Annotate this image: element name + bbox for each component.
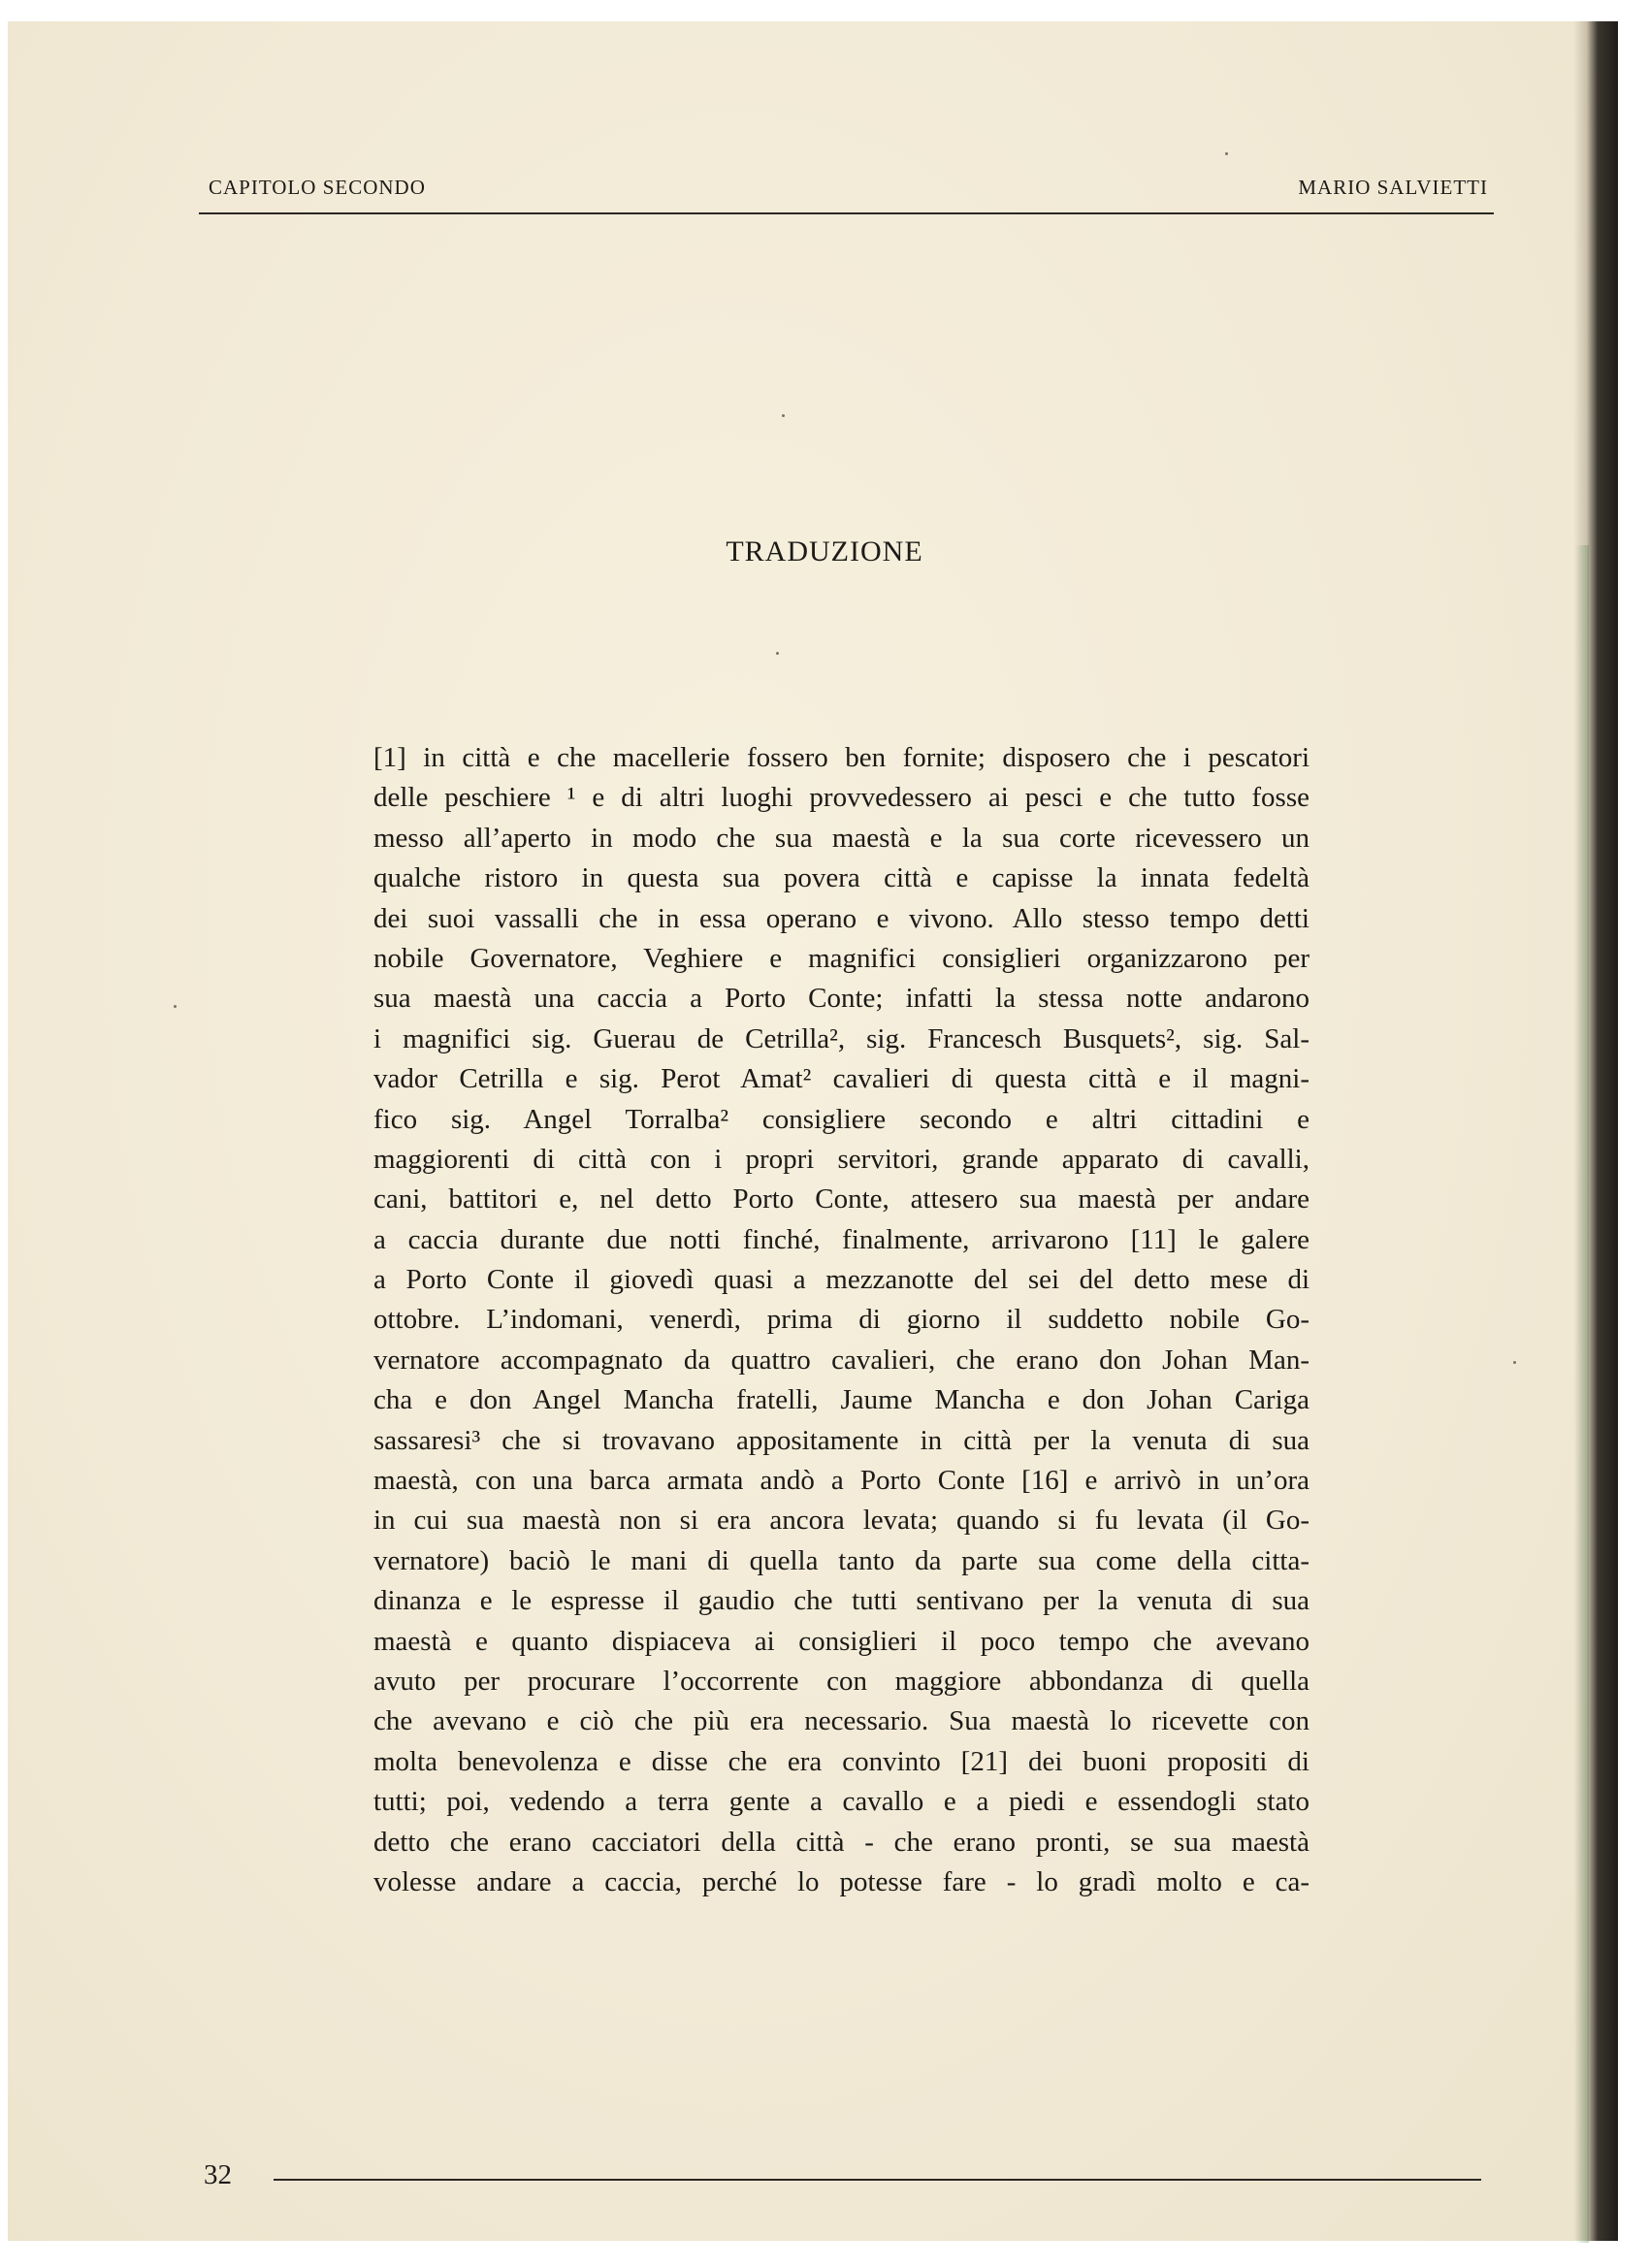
paper-speck: [1513, 1361, 1516, 1364]
text-line: molta benevolenza e disse che era convinto [21] dei buoni propositi di: [373, 1745, 1310, 1777]
binding-shadow: [1573, 21, 1618, 2241]
text-line: maestà e quanto dispiaceva ai consiglieri il poco tempo che avevano: [373, 1625, 1310, 1657]
text-line: cha e don Angel Mancha fratelli, Jaume Mancha e don Johan Cariga: [373, 1384, 1310, 1416]
text-line: tutti; poi, vedendo a terra gente a cavallo e a piedi e essendogli stato: [373, 1786, 1310, 1818]
paper-speck: [1225, 152, 1228, 155]
text-line: [1] in città e che macellerie fossero ben fornite; disposero che i pescatori: [373, 742, 1310, 773]
text-line: avuto per procurare l’occorrente con maggiore abbondanza di quella: [373, 1665, 1310, 1697]
running-head: [199, 170, 1494, 214]
text-line: dinanza e le espresse il gaudio che tutti sentivano per la venuta di sua: [373, 1585, 1310, 1617]
text-line: a caccia durante due notti finché, finalmente, arrivarono [11] le galere: [373, 1223, 1310, 1255]
body-text: [373, 738, 1310, 1902]
footer-rule: [274, 2179, 1481, 2181]
text-line: dei suoi vassalli che in essa operano e vivono. Allo stesso tempo detti: [373, 902, 1310, 934]
text-line: delle peschiere ¹ e di altri luoghi provvedessero ai pesci e che tutto fosse: [373, 782, 1310, 814]
text-line: a Porto Conte il giovedì quasi a mezzanotte del sei del detto mese di: [373, 1264, 1310, 1296]
chapter-heading: CAPITOLO SECONDO: [209, 176, 426, 199]
author-name: MARIO SALVIETTI: [1298, 176, 1488, 199]
text-line: nobile Governatore, Veghiere e magnifici consiglieri organizzarono per: [373, 942, 1310, 974]
text-line: fico sig. Angel Torralba² consigliere secondo e altri cittadini e: [373, 1103, 1310, 1135]
text-line: qualche ristoro in questa sua povera città e capisse la innata fedeltà: [373, 862, 1310, 894]
text-line: cani, battitori e, nel detto Porto Conte, attesero sua maestà per andare: [373, 1183, 1310, 1215]
text-line: maestà, con una barca armata andò a Porto Conte [16] e arrivò in un’ora: [373, 1465, 1310, 1497]
text-line: sua maestà una caccia a Porto Conte; infatti la stessa notte andarono: [373, 983, 1310, 1015]
text-line: in cui sua maestà non si era ancora levata; quando si fu levata (il Go-: [373, 1505, 1310, 1537]
paper-speck: [776, 652, 779, 655]
page-footer: [204, 2159, 1484, 2198]
section-title: TRADUZIONE: [726, 535, 923, 567]
text-line: messo all’aperto in modo che sua maestà e la sua corte ricevessero un: [373, 822, 1310, 854]
text-line: vernatore accompagnato da quattro cavalieri, che erano don Johan Man-: [373, 1344, 1310, 1376]
page-number: 32: [204, 2159, 232, 2190]
paper-speck: [174, 1005, 177, 1008]
text-line: maggiorenti di città con i propri servitori, grande apparato di cavalli,: [373, 1143, 1310, 1175]
text-line: che avevano e ciò che più era necessario. Sua maestà lo ricevette con: [373, 1705, 1310, 1737]
text-line: detto che erano cacciatori della città - che erano pronti, se sua maestà: [373, 1826, 1310, 1858]
text-line: ottobre. L’indomani, venerdì, prima di giorno il suddetto nobile Go-: [373, 1304, 1310, 1336]
paper-speck: [782, 414, 785, 417]
text-line: volesse andare a caccia, perché lo potesse fare - lo gradì molto e ca-: [373, 1865, 1310, 1897]
text-line: i magnifici sig. Guerau de Cetrilla², sig. Francesch Busquets², sig. Sal-: [373, 1022, 1310, 1054]
text-line: sassaresi³ che si trovavano appositamente in città per la venuta di sua: [373, 1424, 1310, 1456]
text-line: vernatore) baciò le mani di quella tanto da parte sua come della citta-: [373, 1544, 1310, 1576]
text-line: vador Cetrilla e sig. Perot Amat² cavalieri di questa città e il magni-: [373, 1063, 1310, 1095]
